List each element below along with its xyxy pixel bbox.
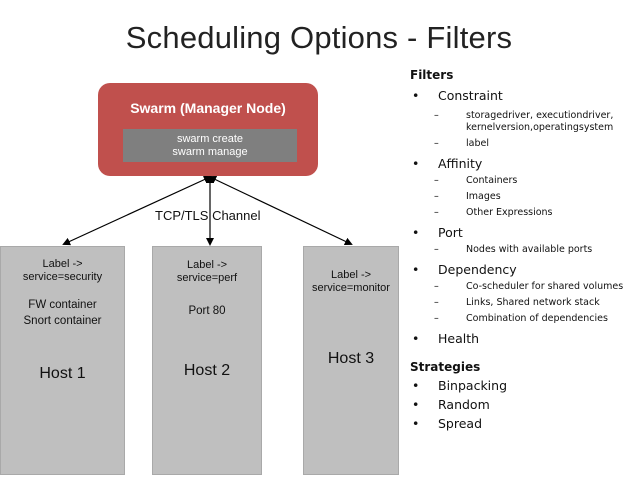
host-3-label-line1: Label -> [330,269,372,281]
strategy-spread-label: Spread [438,416,483,431]
affinity-sub-1-text: Containers [466,175,518,186]
host-3-name: Host 3 [327,350,375,367]
page-title: Scheduling Options - Filters [125,20,513,55]
constraint-sub-2: – label [434,138,489,149]
strategy-random-label: Random [438,397,490,412]
host-2-port: Port 80 [188,305,226,317]
port-sub-1: – Nodes with available ports [434,244,593,255]
affinity-sub-3-text: Other Expressions [466,207,553,218]
host-1-container-1: FW container [28,299,97,311]
filter-port: • Port [412,225,463,240]
dependency-sub-2: – Links, Shared network stack [434,297,600,308]
options-panel [410,68,635,431]
filter-constraint: • Constraint [412,88,503,103]
host-1-name: Host 1 [39,365,86,382]
filter-constraint-label: Constraint [438,88,503,103]
constraint-sub-1b-text: kernelversion,operatingsystem [466,122,614,133]
host-1 [0,246,125,475]
strategy-binpacking-label: Binpacking [438,378,508,393]
host-1-label-line1: Label -> [42,258,83,270]
host-1-container-2: Snort container [23,315,102,327]
filter-health: • Health [412,331,480,346]
port-sub-1-text: Nodes with available ports [466,244,593,255]
command-swarm-manage: swarm manage [172,145,248,158]
strategy-random: • Random [412,397,490,412]
channel-label: TCP/TLS Channel [155,208,261,223]
constraint-sub-1b [410,122,635,134]
host-2 [152,246,262,475]
dependency-sub-3: – Combination of dependencies [434,313,608,324]
affinity-sub-2: – Images [434,191,501,202]
strategy-binpacking: • Binpacking [412,378,508,393]
host-2-label-line2: service=perf [176,272,238,284]
affinity-sub-2-text: Images [466,191,501,202]
constraint-sub-1-text: storagedriver, executiondriver, [466,110,614,121]
host-3 [303,246,399,475]
host-3-label-line2: service=monitor [312,282,390,294]
manager-label: Swarm (Manager Node) [130,100,286,116]
constraint-sub-2-text: label [466,138,489,149]
filters-heading: Filters [410,68,454,82]
command-swarm-create: swarm create [176,132,244,145]
filter-affinity-label: Affinity [438,156,483,171]
filter-dependency-label: Dependency [438,262,517,277]
strategy-spread: • Spread [412,416,483,431]
filter-dependency: • Dependency [412,262,517,277]
dependency-sub-1-text: Co-scheduler for shared volumes [466,281,624,292]
affinity-sub-3: – Other Expressions [434,207,553,218]
dependency-sub-2-text: Links, Shared network stack [466,297,600,308]
swarm-manager-node [98,83,318,176]
filter-health-label: Health [438,331,480,346]
dependency-sub-3-text: Combination of dependencies [466,313,608,324]
filter-affinity: • Affinity [412,156,483,171]
host-2-label-line1: Label -> [186,259,228,271]
manager-commands [123,129,297,162]
strategies-heading: Strategies [410,360,481,374]
host-1-label-line2: service=security [22,271,103,283]
host-2-name: Host 2 [183,362,231,379]
filter-port-label: Port [438,225,463,240]
constraint-sub-1: – storagedriver, executiondriver, [434,110,614,121]
affinity-sub-1: – Containers [434,175,518,186]
dependency-sub-1: – Co-scheduler for shared volumes [434,281,624,292]
